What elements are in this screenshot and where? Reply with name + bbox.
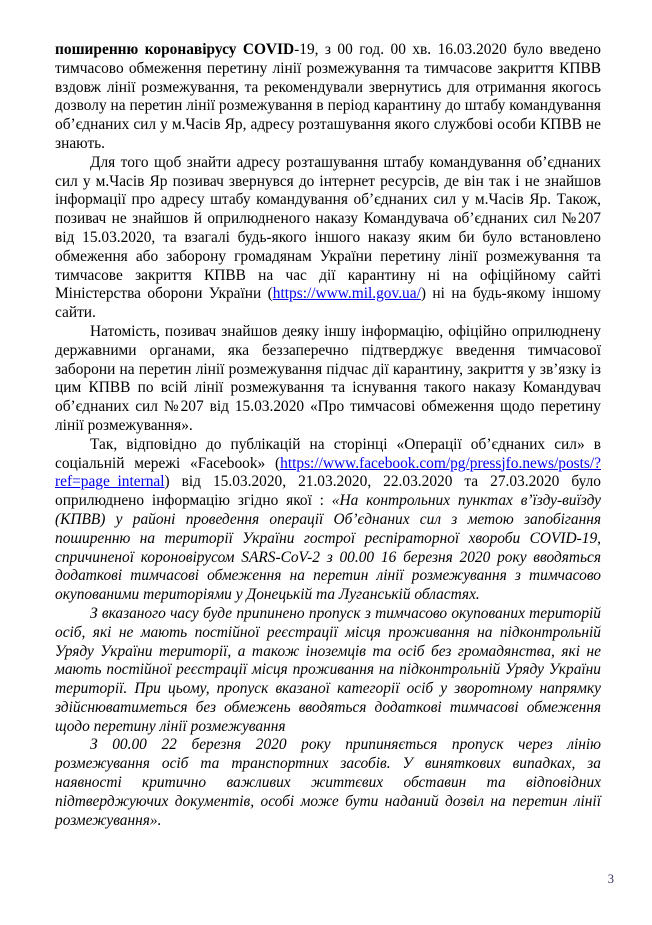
text-run-italic-quote: З 00.00 22 березня 2020 року припиняється пропуск через лінію розмежування осіб та транспортних засобів. У виняткових випадках, за наявності критично важливих життєвих обставин та відповідних підтверджуючих документів, особі може бути наданий дозвіл на перетин лінії розмежування». (55, 736, 601, 829)
text-run: Для того щоб знайти адресу розташування штабу командування об’єднаних сил у м.Часів Яр позивач звернувся до інтернет ресурсів, де він так і не знайшов інформації про адресу штабу командування об’єднаних сил у м.Часів Яр. Також, позивач не знайшов й оприлюдненого наказу Командувача об’єднаних сил №207 від 15.03.2020, та взагалі будь-якого іншого наказу яким би було встановлено обмеження або заборону громадянам України перетину лінії розмежування та тимчасове закриття КПВВ на час дії карантину ні на офіційному сайті Міністерства оборони України ( (55, 153, 601, 303)
paragraph-2 (55, 154, 601, 323)
text-run-bold: поширенню коронавірусу COVID (55, 41, 295, 58)
paragraph-5 (55, 605, 601, 737)
paragraph-1 (55, 41, 601, 154)
text-run: Натомість, позивач знайшов деяку іншу інформацію, офіційно оприлюднену державними органами, яка беззаперечно підтверджує введення тимчасової заборони на перетин лінії розмежування підчас дії карантину, закриття у зв’язку із цим КПВВ по всій лінії розмежування та існування такого наказу Командувач об’єднаних сил №207 від 15.03.2020 «Про тимчасові обмеження щодо перетину лінії розмежування». (55, 322, 601, 434)
text-run-italic-quote: «На контрольних пунктах в’їзду-виїзду (КПВВ) у районі проведення операції Об’єднаних сил з метою запобігання поширенню на території України гострої респіраторної хвороби COVID-19, спричиненої короновірусом SARS-CoV-2 з 00.00 16 березня 2020 року вводяться додаткові тимчасові обмеження на перетин лінії розмежування з тимчасово окупованими територіями у Донецькій та Луганській областях. (55, 492, 601, 604)
page-number: 3 (607, 872, 614, 886)
text-run: Так, відповідно до публікацій на сторінці «Операції об’єднаних сил» в соціальній мережі «Facebook» ( (55, 435, 601, 472)
facebook-posts-link[interactable]: https://www.facebook.com/pg/pressjfo.news/posts/?ref=page_internal (55, 454, 601, 491)
paragraph-4 (55, 436, 601, 605)
paragraph-6 (55, 736, 601, 830)
text-run: ) ні на будь-якому іншому сайти. (55, 285, 601, 322)
paragraph-3 (55, 323, 601, 436)
text-run: -19, з 00 год. 00 хв. 16.03.2020 було введено тимчасово обмеження перетину лінії розмежування та тимчасове закриття КПВВ вздовж лінії розмежування, та рекомендували звернутись для отримання якогось дозволу на перетин лінії розмежування в період карантину до штабу командування об’єднаних сил у м.Часів Яр, адресу розташування якого службові особи КПВВ не знають. (55, 41, 601, 152)
text-run-italic-quote: З вказаного часу буде припинено пропуск з тимчасово окупованих територій осіб, які не мають постійної реєстрації місця проживання на підконтрольній Уряду України території, а також іноземців та осіб без громадянства, які не мають постійної реєстрації місця проживання на підконтрольній Уряду України території. При цьому, пропуск вказаної категорії осіб у зворотному напрямку здійснюватиметься без обмежень вводяться додаткові тимчасові обмеження щодо перетину лінії розмежування (55, 604, 601, 735)
text-run: ) від 15.03.2020, 21.03.2020, 22.03.2020 та 27.03.2020 було оприлюднено інформацію згідно якої : (55, 473, 601, 510)
mil-gov-ua-link[interactable]: https://www.mil.gov.ua/ (272, 285, 421, 303)
